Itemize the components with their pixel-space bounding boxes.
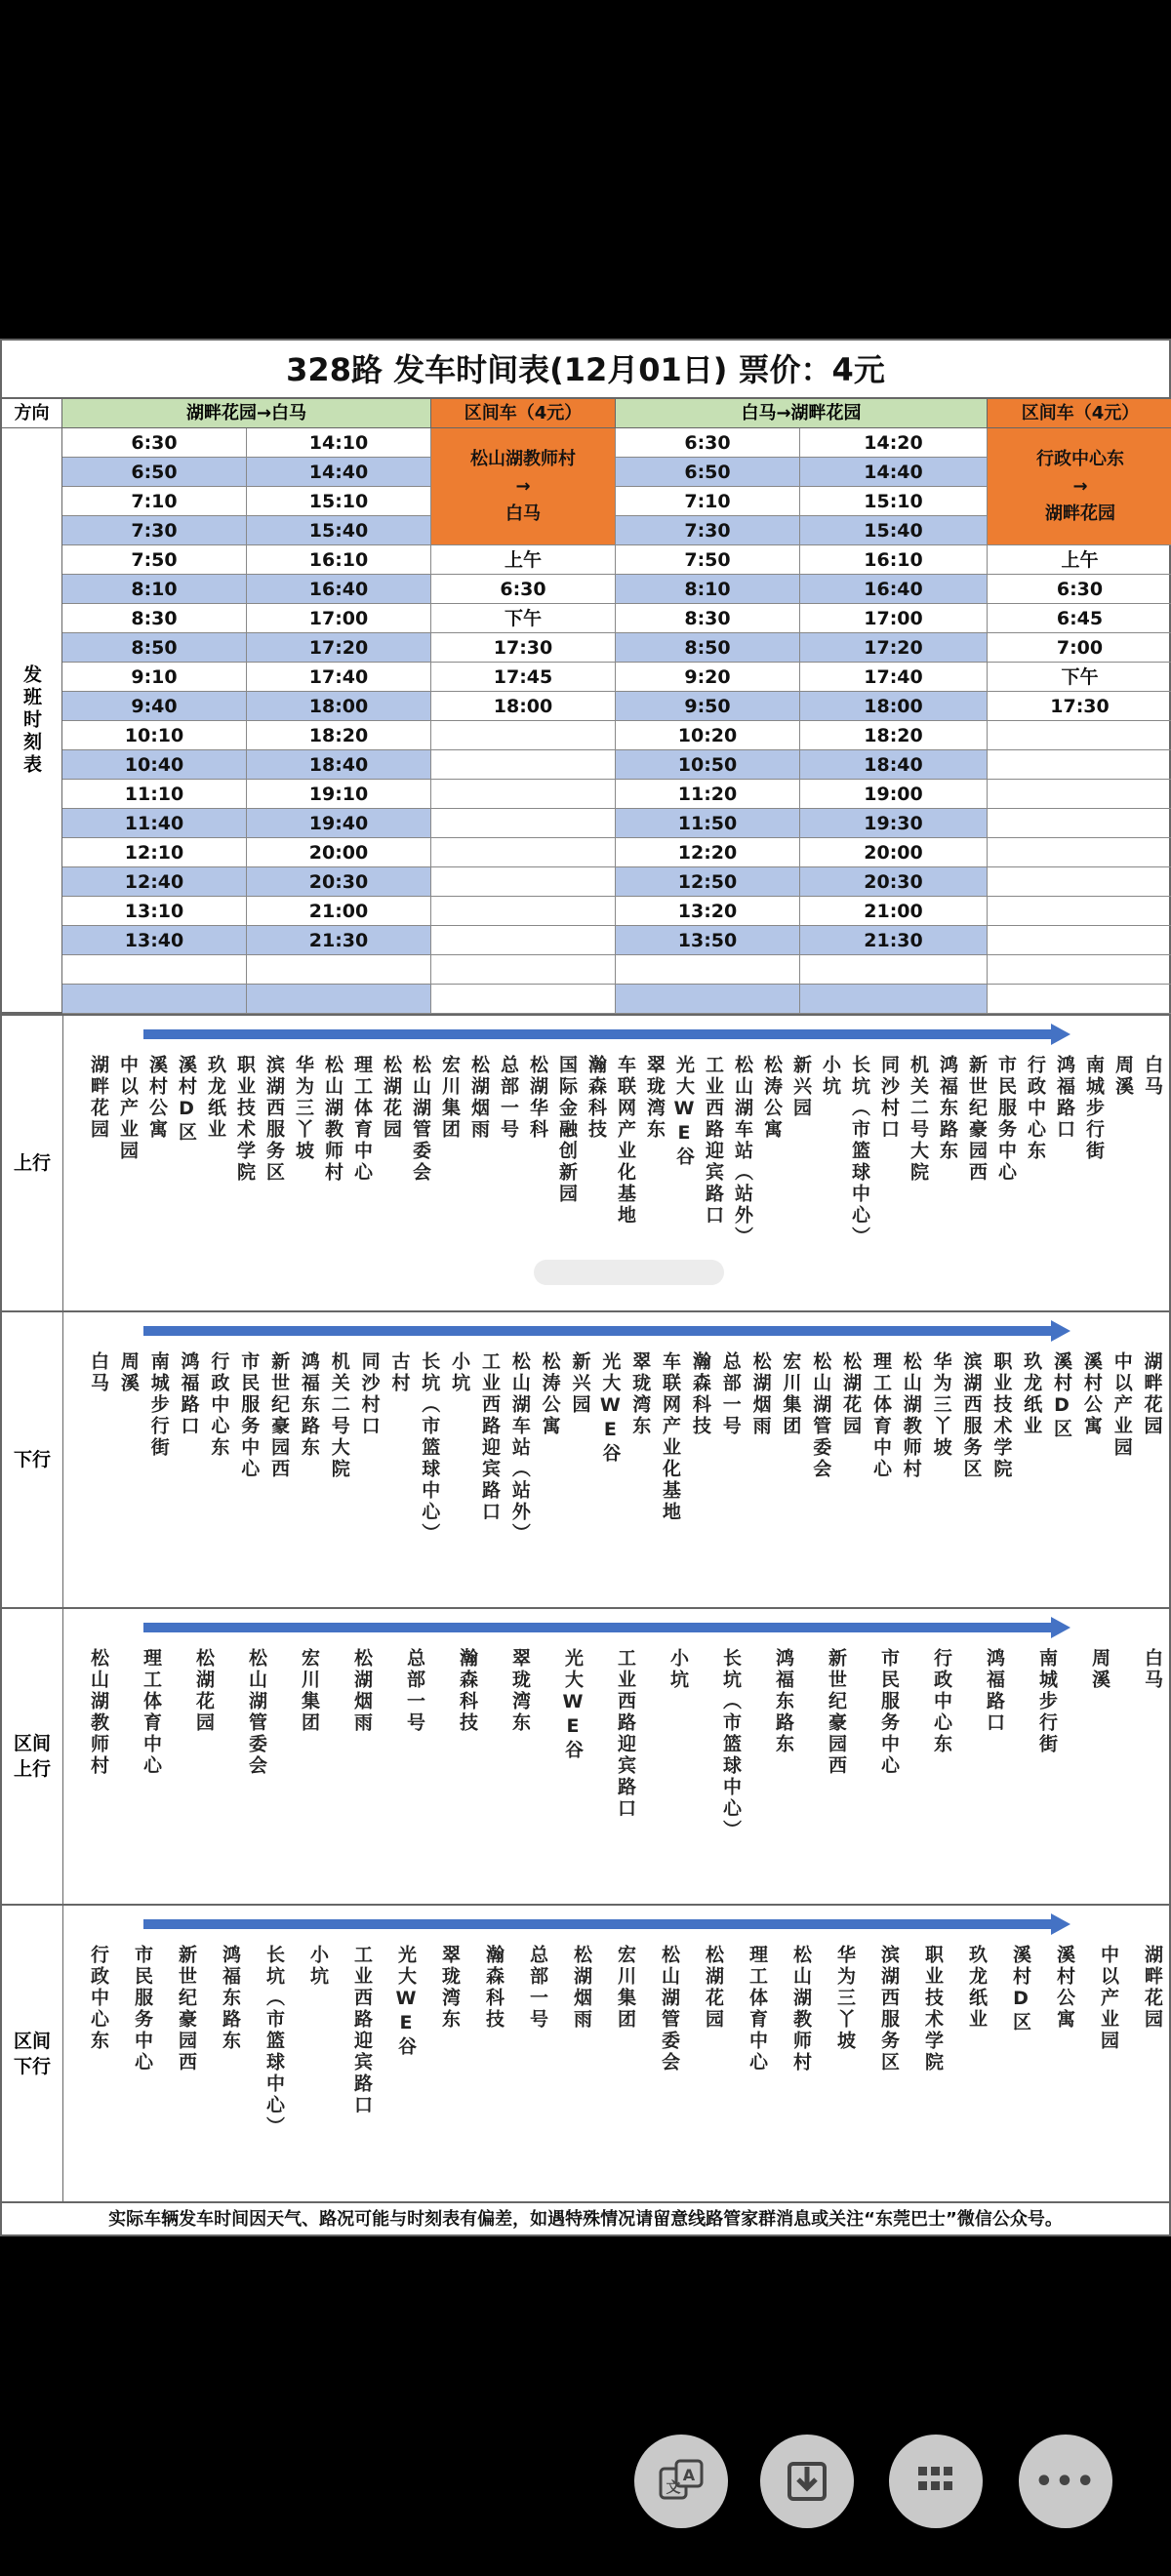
footer-note: 实际车辆发车时间因天气、路况可能与时刻表有偏差，如遇特殊情况请留意线路管家群消息或关注“东莞巴士”微信公众号。 [2, 2201, 1169, 2234]
stop-name: 松山湖教师村 [322, 1055, 343, 1184]
svg-text:A: A [682, 2466, 696, 2484]
stop-name: 国际金融创新园 [556, 1055, 578, 1205]
stop-name: 松湖华科 [527, 1055, 548, 1141]
stop-name: 宏川集团 [299, 1648, 320, 1734]
stop-name: 白马 [1142, 1055, 1163, 1098]
stop-name: 周溪 [117, 1351, 140, 1394]
time-cell: 7:10 [616, 487, 800, 516]
stop-name: 溪村D区 [176, 1055, 197, 1144]
direction-arrow-icon [143, 1320, 1070, 1342]
time-cell: 7:00 [988, 633, 1171, 663]
time-cell [431, 955, 616, 985]
stop-name: 总部一号 [498, 1055, 519, 1141]
route-a-header: 湖畔花园→白马 [62, 399, 431, 428]
stop-name: 宏川集团 [615, 1945, 636, 2031]
stop-name: 新世纪豪园西 [176, 1945, 197, 2073]
time-cell: 14:40 [800, 458, 988, 487]
interval-b-header: 区间车（4元） [988, 399, 1171, 428]
stop-name: 职业技术学院 [234, 1055, 256, 1184]
route-b-header: 白马→湖畔花园 [616, 399, 988, 428]
time-cell: 9:50 [616, 692, 800, 721]
time-cell: 7:10 [62, 487, 247, 516]
stop-name: 滨湖西服务区 [263, 1055, 285, 1184]
stop-name: 新兴园 [569, 1351, 591, 1416]
time-cell: 7:30 [62, 516, 247, 545]
time-cell: 9:10 [62, 663, 247, 692]
time-cell: 16:40 [247, 575, 431, 604]
time-cell: 13:10 [62, 897, 247, 926]
stop-name: 松涛公寓 [539, 1351, 561, 1437]
time-cell: 19:40 [247, 809, 431, 838]
stop-name: 理工体育中心 [869, 1351, 892, 1480]
stop-name: 机关二号大院 [328, 1351, 350, 1480]
time-cell: 20:30 [247, 867, 431, 897]
time-cell: 15:10 [800, 487, 988, 516]
time-cell: 8:50 [616, 633, 800, 663]
time-cell: 14:10 [247, 428, 431, 458]
time-cell: 10:40 [62, 750, 247, 780]
time-cell: 14:20 [800, 428, 988, 458]
timetable-label: 发班时刻表 [2, 428, 62, 1014]
stop-name: 翠珑湾东 [439, 1945, 461, 2031]
table-row [62, 780, 1171, 809]
stop-name: 玖龙纸业 [205, 1055, 226, 1141]
svg-text:文: 文 [666, 2478, 681, 2496]
time-cell: 6:50 [616, 458, 800, 487]
stop-list [88, 1351, 1163, 1545]
time-cell: 21:30 [247, 926, 431, 955]
time-cell: 17:00 [800, 604, 988, 633]
stop-name: 长坑（市篮球中心） [720, 1648, 742, 1841]
stop-name: 玖龙纸业 [966, 1945, 988, 2031]
table-row [62, 692, 1171, 721]
stop-name: 总部一号 [404, 1648, 425, 1734]
stop-name: 职业技术学院 [922, 1945, 944, 2073]
time-cell: 6:45 [988, 604, 1171, 633]
time-cell: 19:10 [247, 780, 431, 809]
time-cell: 19:30 [800, 809, 988, 838]
time-cell [616, 955, 800, 985]
time-cell: 17:40 [800, 663, 988, 692]
section-label: 区间 上行 [2, 1609, 63, 1904]
stop-name: 松山湖管委会 [410, 1055, 431, 1184]
stop-name: 市民服务中心 [238, 1351, 261, 1480]
stop-name: 松涛公寓 [761, 1055, 783, 1141]
stop-name: 松湖花园 [703, 1945, 724, 2031]
time-cell [247, 955, 431, 985]
time-cell: 6:30 [62, 428, 247, 458]
time-cell: 17:20 [247, 633, 431, 663]
stop-name: 翠珑湾东 [629, 1351, 652, 1437]
stop-name: 湖畔花园 [1141, 1351, 1163, 1437]
stop-name: 工业西路迎宾路口 [351, 1945, 373, 2116]
time-cell [431, 721, 616, 750]
time-cell: 6:30 [616, 428, 800, 458]
time-cell: 16:10 [800, 545, 988, 575]
stop-name: 中以产业园 [1110, 1351, 1133, 1459]
stop-name: 松湖烟雨 [571, 1945, 592, 2031]
time-cell: 8:30 [62, 604, 247, 633]
stop-name: 总部一号 [527, 1945, 548, 2031]
stop-name: 鸿福路口 [984, 1648, 1005, 1734]
stop-name: 湖畔花园 [1142, 1945, 1163, 2031]
time-cell [988, 926, 1171, 955]
time-cell: 12:20 [616, 838, 800, 867]
stop-name: 松湖花园 [381, 1055, 402, 1141]
stop-name: 松湖烟雨 [468, 1055, 490, 1141]
stop-name: 溪村公寓 [1054, 1945, 1075, 2031]
stop-name: 南城步行街 [1036, 1648, 1058, 1755]
translate-icon [655, 2455, 707, 2508]
time-cell: 17:30 [431, 633, 616, 663]
stop-name: 宏川集团 [780, 1351, 802, 1437]
time-cell: 15:40 [247, 516, 431, 545]
stop-name: 职业技术学院 [990, 1351, 1013, 1480]
time-cell: 13:20 [616, 897, 800, 926]
section-label: 区间 下行 [2, 1906, 63, 2202]
time-cell [988, 780, 1171, 809]
stop-name: 周溪 [1089, 1648, 1110, 1691]
time-cell: 12:40 [62, 867, 247, 897]
time-cell: 6:30 [431, 575, 616, 604]
stop-name: 松山湖管委会 [810, 1351, 832, 1480]
stop-name: 松湖花园 [193, 1648, 215, 1734]
time-cell: 18:00 [800, 692, 988, 721]
stop-name: 松山湖教师村 [88, 1648, 109, 1777]
time-cell [800, 985, 988, 1014]
time-cell: 10:50 [616, 750, 800, 780]
stop-list [88, 1055, 1163, 1248]
stop-name: 松山湖车站（站外） [732, 1055, 753, 1248]
stop-name: 瀚森科技 [483, 1945, 505, 2031]
stop-name: 光大WE谷 [562, 1648, 584, 1761]
stop-name: 小坑 [449, 1351, 471, 1394]
more-icon: ••• [1034, 2464, 1097, 2499]
time-cell: 18:00 [247, 692, 431, 721]
stop-name: 白马 [1142, 1648, 1163, 1691]
table-row [62, 985, 1171, 1014]
time-cell: 18:00 [431, 692, 616, 721]
stop-name: 溪村D区 [1051, 1351, 1072, 1440]
page-title: 328路 发车时间表(12月01日) 票价：4元 [2, 341, 1169, 399]
stop-name: 小坑 [820, 1055, 841, 1098]
more-button[interactable] [1019, 2435, 1112, 2528]
stop-name: 工业西路迎宾路口 [615, 1648, 636, 1820]
time-cell [247, 985, 431, 1014]
stop-name: 松湖烟雨 [749, 1351, 772, 1437]
time-cell: 21:00 [247, 897, 431, 926]
time-cell: 17:00 [247, 604, 431, 633]
stop-name: 鸿福东路东 [773, 1648, 794, 1755]
stop-name: 行政中心东 [208, 1351, 230, 1459]
time-cell: 18:40 [247, 750, 431, 780]
time-cell [800, 955, 988, 985]
time-cell: 14:40 [247, 458, 431, 487]
time-cell [988, 838, 1171, 867]
stop-name: 长坑（市篮球中心） [419, 1351, 441, 1545]
time-cell: 10:20 [616, 721, 800, 750]
direction-arrow-icon [143, 1617, 1070, 1638]
time-cell: 21:00 [800, 897, 988, 926]
stop-name: 瀚森科技 [689, 1351, 711, 1437]
stop-name: 鸿福东路东 [220, 1945, 241, 2052]
time-cell: 8:10 [616, 575, 800, 604]
stop-name: 湖畔花园 [88, 1055, 109, 1141]
time-cell: 18:40 [800, 750, 988, 780]
time-cell: 6:50 [62, 458, 247, 487]
time-cell: 18:20 [247, 721, 431, 750]
time-cell: 11:20 [616, 780, 800, 809]
stop-name: 工业西路迎宾路口 [703, 1055, 724, 1227]
timetable-sheet [0, 339, 1171, 2236]
time-cell: 17:30 [988, 692, 1171, 721]
stop-name: 瀚森科技 [586, 1055, 607, 1141]
stop-name: 同沙村口 [878, 1055, 900, 1141]
time-cell: 17:45 [431, 663, 616, 692]
time-cell [431, 809, 616, 838]
stop-name: 溪村公寓 [146, 1055, 168, 1141]
table-row [62, 867, 1171, 897]
stop-name: 玖龙纸业 [1021, 1351, 1043, 1437]
time-cell [431, 750, 616, 780]
time-cell [616, 985, 800, 1014]
route-section [2, 1607, 1171, 1904]
time-cell: 9:40 [62, 692, 247, 721]
stop-name: 溪村公寓 [1080, 1351, 1103, 1437]
table-row [62, 955, 1171, 985]
table-row [62, 750, 1171, 780]
time-cell [431, 985, 616, 1014]
time-cell [62, 985, 247, 1014]
stop-name: 行政中心东 [931, 1648, 952, 1755]
stop-name: 中以产业园 [1098, 1945, 1119, 2052]
time-cell: 15:10 [247, 487, 431, 516]
time-cell [431, 897, 616, 926]
time-cell: 13:50 [616, 926, 800, 955]
time-cell: 13:40 [62, 926, 247, 955]
time-cell: 7:30 [616, 516, 800, 545]
time-cell: 下午 [431, 604, 616, 633]
table-row [62, 663, 1171, 692]
table-row [62, 721, 1171, 750]
stop-name: 新世纪豪园西 [966, 1055, 988, 1184]
time-cell [988, 955, 1171, 985]
time-cell [62, 955, 247, 985]
time-cell: 7:50 [616, 545, 800, 575]
stop-name: 同沙村口 [358, 1351, 381, 1437]
stop-name: 理工体育中心 [141, 1648, 162, 1777]
stop-name: 松山湖管委会 [659, 1945, 680, 2073]
stop-name: 鸿福路口 [178, 1351, 200, 1437]
stop-name: 溪村D区 [1010, 1945, 1031, 2033]
stop-name: 车联网产业化基地 [660, 1351, 682, 1523]
stop-name: 总部一号 [719, 1351, 742, 1437]
download-button[interactable] [760, 2435, 854, 2528]
time-cell: 8:10 [62, 575, 247, 604]
time-cell [431, 926, 616, 955]
translate-button[interactable] [634, 2435, 728, 2528]
stop-name: 机关二号大院 [908, 1055, 929, 1184]
stop-name: 松山湖教师村 [900, 1351, 922, 1480]
time-cell: 20:00 [800, 838, 988, 867]
time-cell [431, 867, 616, 897]
stop-name: 南城步行街 [147, 1351, 170, 1459]
time-cell: 8:50 [62, 633, 247, 663]
stop-name: 光大WE谷 [599, 1351, 622, 1465]
stop-name: 鸿福路口 [1054, 1055, 1075, 1141]
grid-icon [909, 2455, 962, 2508]
table-row [62, 838, 1171, 867]
stop-name: 翠珑湾东 [509, 1648, 531, 1734]
direction-arrow-icon [143, 1024, 1070, 1045]
stop-name: 周溪 [1112, 1055, 1134, 1098]
time-cell [988, 721, 1171, 750]
time-cell: 11:10 [62, 780, 247, 809]
stop-list [88, 1945, 1163, 2138]
interval-b-route: 行政中心东 → 湖畔花园 [988, 428, 1171, 545]
stop-name: 行政中心东 [88, 1945, 109, 2052]
stop-name: 行政中心东 [1025, 1055, 1046, 1162]
time-cell: 11:50 [616, 809, 800, 838]
stop-name: 翠珑湾东 [644, 1055, 666, 1141]
stop-name: 松湖烟雨 [351, 1648, 373, 1734]
time-cell: 上午 [988, 545, 1171, 575]
time-cell: 17:20 [800, 633, 988, 663]
route-section [2, 1904, 1171, 2202]
stop-name: 工业西路迎宾路口 [478, 1351, 501, 1523]
table-row [62, 926, 1171, 955]
stop-name: 市民服务中心 [132, 1945, 153, 2073]
stop-name: 白马 [88, 1351, 109, 1394]
time-cell: 20:00 [247, 838, 431, 867]
stop-name: 小坑 [667, 1648, 689, 1691]
time-cell: 16:40 [800, 575, 988, 604]
stop-name: 松山湖教师村 [790, 1945, 812, 2073]
time-cell: 12:10 [62, 838, 247, 867]
table-row [62, 604, 1171, 633]
time-cell: 19:00 [800, 780, 988, 809]
time-cell: 6:30 [988, 575, 1171, 604]
direction-header: 方向 [2, 399, 62, 428]
time-cell: 上午 [431, 545, 616, 575]
stop-name: 松山湖管委会 [246, 1648, 267, 1777]
time-cell [988, 867, 1171, 897]
table-row [62, 633, 1171, 663]
time-cell: 15:40 [800, 516, 988, 545]
section-label: 下行 [2, 1312, 63, 1607]
stop-name: 鸿福东路东 [937, 1055, 958, 1162]
direction-arrow-icon [143, 1913, 1070, 1935]
stop-name: 南城步行街 [1083, 1055, 1105, 1162]
stop-name: 松山湖车站（站外） [508, 1351, 531, 1545]
stop-name: 理工体育中心 [747, 1945, 768, 2073]
time-cell [431, 780, 616, 809]
section-label: 上行 [2, 1016, 63, 1310]
time-cell: 10:10 [62, 721, 247, 750]
stop-list [88, 1648, 1163, 1841]
stop-name: 市民服务中心 [878, 1648, 900, 1777]
stop-name: 新世纪豪园西 [268, 1351, 291, 1480]
stop-name: 滨湖西服务区 [878, 1945, 900, 2073]
time-cell: 20:30 [800, 867, 988, 897]
stop-name: 华为三丫坡 [930, 1351, 952, 1459]
time-cell: 11:40 [62, 809, 247, 838]
time-cell: 7:50 [62, 545, 247, 575]
stop-name: 鸿福东路东 [298, 1351, 320, 1459]
time-cell [988, 750, 1171, 780]
stop-name: 中以产业园 [117, 1055, 139, 1162]
stop-name: 长坑（市篮球中心） [849, 1055, 870, 1248]
stop-name: 车联网产业化基地 [615, 1055, 636, 1227]
stop-name: 小坑 [307, 1945, 329, 1988]
time-cell: 17:40 [247, 663, 431, 692]
stop-name: 松湖花园 [840, 1351, 863, 1437]
time-cell [431, 838, 616, 867]
route-section [2, 1310, 1171, 1607]
table-row [62, 545, 1171, 575]
stop-name: 华为三丫坡 [834, 1945, 856, 2052]
time-cell: 18:20 [800, 721, 988, 750]
interval-a-header: 区间车（4元） [431, 399, 616, 428]
stop-name: 市民服务中心 [995, 1055, 1017, 1184]
time-cell [988, 897, 1171, 926]
stop-name: 瀚森科技 [457, 1648, 478, 1734]
stop-name: 新兴园 [790, 1055, 812, 1119]
table-row [62, 809, 1171, 838]
stop-name: 滨湖西服务区 [960, 1351, 983, 1480]
table-row [62, 897, 1171, 926]
time-cell: 12:50 [616, 867, 800, 897]
download-icon [781, 2455, 833, 2508]
time-cell [988, 809, 1171, 838]
stop-name: 古村 [388, 1351, 411, 1394]
stop-name: 光大WE谷 [395, 1945, 417, 2058]
time-cell: 9:20 [616, 663, 800, 692]
stop-name: 宏川集团 [439, 1055, 461, 1141]
stop-name: 长坑（市篮球中心） [263, 1945, 285, 2138]
time-cell: 下午 [988, 663, 1171, 692]
stop-name: 光大WE谷 [673, 1055, 695, 1168]
time-cell: 21:30 [800, 926, 988, 955]
stop-name: 华为三丫坡 [293, 1055, 314, 1162]
stop-name: 新世纪豪园西 [826, 1648, 847, 1777]
table-row [62, 575, 1171, 604]
watermark [534, 1260, 724, 1285]
grid-button[interactable] [889, 2435, 983, 2528]
time-cell: 16:10 [247, 545, 431, 575]
stop-name: 理工体育中心 [351, 1055, 373, 1184]
interval-a-route: 松山湖教师村 → 白马 [431, 428, 616, 545]
time-cell [988, 985, 1171, 1014]
time-cell: 8:30 [616, 604, 800, 633]
